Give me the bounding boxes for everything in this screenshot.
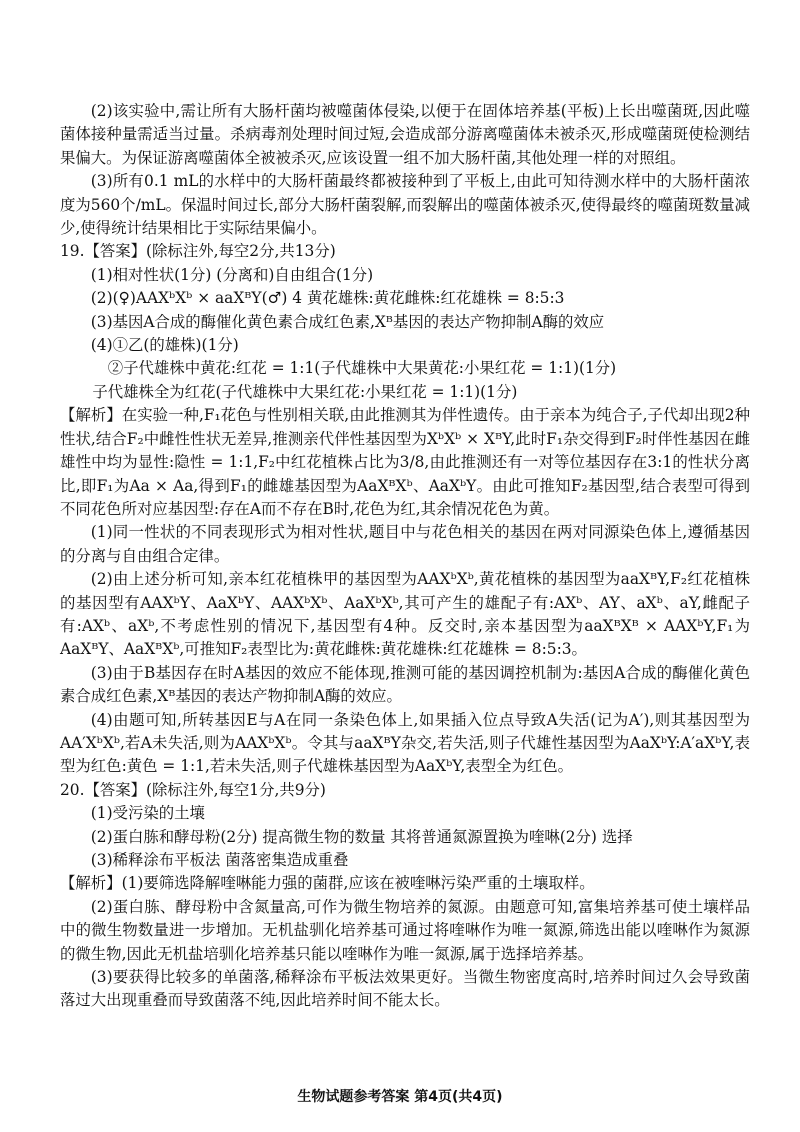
q19-explanation-intro: 【解析】在实验一种,F₁花色与性别相关联,由此推测其为伴性遗传。由于亲本为纯合子,子代却出现2种性状,结合F₂中雌性性状无差异,推测亲代伴性基因型为XᵇXᵇ × XᴮY,此时F₁杂交得到F₂时伴性基因在雌雄性中均为显性:隐性 = 1:1,F₂中红花植株占比为3/8,由此推测还有一对等位基因存在3:1的性状分离比,即F₁为Aa × Aa,得到F₁的雌雄基因型为AaXᴮXᵇ、AaXᵇY。由此可推知F₂基因型,结合表型可得到不同花色所对应基因型:存在A而不存在B时,花色为红,其余情况花色为黄。	[60, 406, 750, 518]
q19-explanation-1: (1)同一性状的不同表现形式为相对性状,题目中与花色相关的基因在两对同源染色体上,遵循基因的分离与自由组合定律。	[60, 523, 750, 565]
q20-explanation-2: (2)蛋白胨、酵母粉中含氮量高,可作为微生物培养的氮源。由题意可知,富集培养基可使土壤样品中的微生物数量进一步增加。无机盐驯化培养基可通过将喹啉作为唯一氮源,筛选出能以喹啉作为氮源的微生物,因此无机盐培驯化培养基只能以喹啉作为唯一氮源,属于选择培养基。	[60, 897, 750, 963]
q20-answer-3: (3)稀释涂布平板法 菌落密集造成重叠	[90, 851, 349, 869]
q19-answer-3: (3)基因A合成的酶催化黄色素合成红色素,Xᴮ基因的表达产物抑制A酶的效应	[90, 312, 605, 331]
page-footer: 生物试题参考答案 第4页(共4页)	[297, 1089, 503, 1105]
q20-heading: 20.【答案】(除标注外,每空1分,共9分)	[60, 780, 326, 799]
q20-explanation-3: (3)要获得比较多的单菌落,稀释涂布平板法效果更好。当微生物密度高时,培养时间过久会导致菌落过大出现重叠而导致菌落不纯,因此培养时间不能太长。	[60, 968, 750, 1010]
q19-explanation-4: (4)由题可知,所转基因E与A在同一条染色体上,如果插入位点导致A失活(记为A′),则其基因型为AA′XᵇXᵇ,若A未失活,则为AAXᵇXᵇ。令其与aaXᴮY杂交,若失活,则子代雄性基因型为AaXᵇY:A′aXᵇY,表型为红色:黄色 = 1:1,若未失活,则子代雄株基因型为AaXᵇY,表型全为红色。	[60, 710, 750, 776]
q19-answer-2: (2)(♀)AAXᵇXᵇ × aaXᴮY(♂) 4 黄花雄株:黄花雌株:红花雄株 = 8:5:3	[90, 289, 565, 308]
q20-explanation-1: 【解析】(1)要筛选降解喹啉能力强的菌群,应该在被喹啉污染严重的土壤取样。	[60, 874, 595, 893]
q19-explanation-3: (3)由于B基因存在时A基因的效应不能体现,推测可能的基因调控机制为:基因A合成的酶催化黄色素合成红色素,Xᴮ基因的表达产物抑制A酶的效应。	[60, 663, 750, 706]
page-content	[60, 100, 750, 1013]
q20-answer-1: (1)受污染的土壤	[90, 804, 205, 823]
q19-answer-4b: ②子代雄株中黄花:红花 = 1:1(子代雄株中大果黄花:小果红花 = 1:1)(1分)	[107, 359, 617, 378]
q20-answer-2: (2)蛋白胨和酵母粉(2分) 提高微生物的数量 其将普通氮源置换为喹啉(2分) 选择	[90, 827, 633, 846]
q19-answer-4: (4)①乙(的雄株)(1分)	[90, 336, 239, 355]
q18-part3: (3)所有0.1 mL的水样中的大肠杆菌最终都被接种到了平板上,由此可知待测水样中的大肠杆菌浓度为560个/mL。保温时间过长,部分大肠杆菌裂解,而裂解出的噬菌体被杀灭,使得最终的噬菌斑数量减少,使得统计结果相比于实际结果偏小。	[60, 172, 750, 238]
q18-part2: (2)该实验中,需让所有大肠杆菌均被噬菌体侵染,以便于在固体培养基(平板)上长出噬菌斑,因此噬菌体接种量需适当过量。杀病毒剂处理时间过短,会造成部分游离噬菌体未被杀灭,形成噬菌斑使检测结果偏大。为保证游离噬菌体全被被杀灭,应该设置一组不加大肠杆菌,其他处理一样的对照组。	[60, 102, 750, 167]
q18-continuation	[60, 100, 750, 240]
q19-answer-4c: 子代雄株全为红花(子代雄株中大果红花:小果红花 = 1:1)(1分)	[92, 382, 518, 401]
q19-answer-1: (1)相对性状(1分) (分离和)自由组合(1分)	[90, 265, 374, 284]
q20-answer	[60, 779, 750, 1013]
q19-answer	[60, 240, 750, 778]
q19-heading: 19.【答案】(除标注外,每空2分,共13分)	[60, 242, 336, 261]
q19-explanation-2: (2)由上述分析可知,亲本红花植株甲的基因型为AAXᵇXᵇ,黄花植株的基因型为aaXᴮY,F₂红花植株的基因型有AAXᵇY、AaXᵇY、AAXᵇXᵇ、AaXᵇXᵇ,其可产生的雄配子有:AXᵇ、AY、aXᵇ、aY,雌配子有:AXᵇ、aXᵇ,不考虑性别的情况下,基因型有4种。反交时,亲本基因型为aaXᴮXᴮ × AAXᵇY,F₁为AaXᴮY、AaXᴮXᵇ,可推知F₂表型比为:黄花雌株:黄花雄株:红花雄株 = 8:5:3。	[60, 570, 750, 659]
